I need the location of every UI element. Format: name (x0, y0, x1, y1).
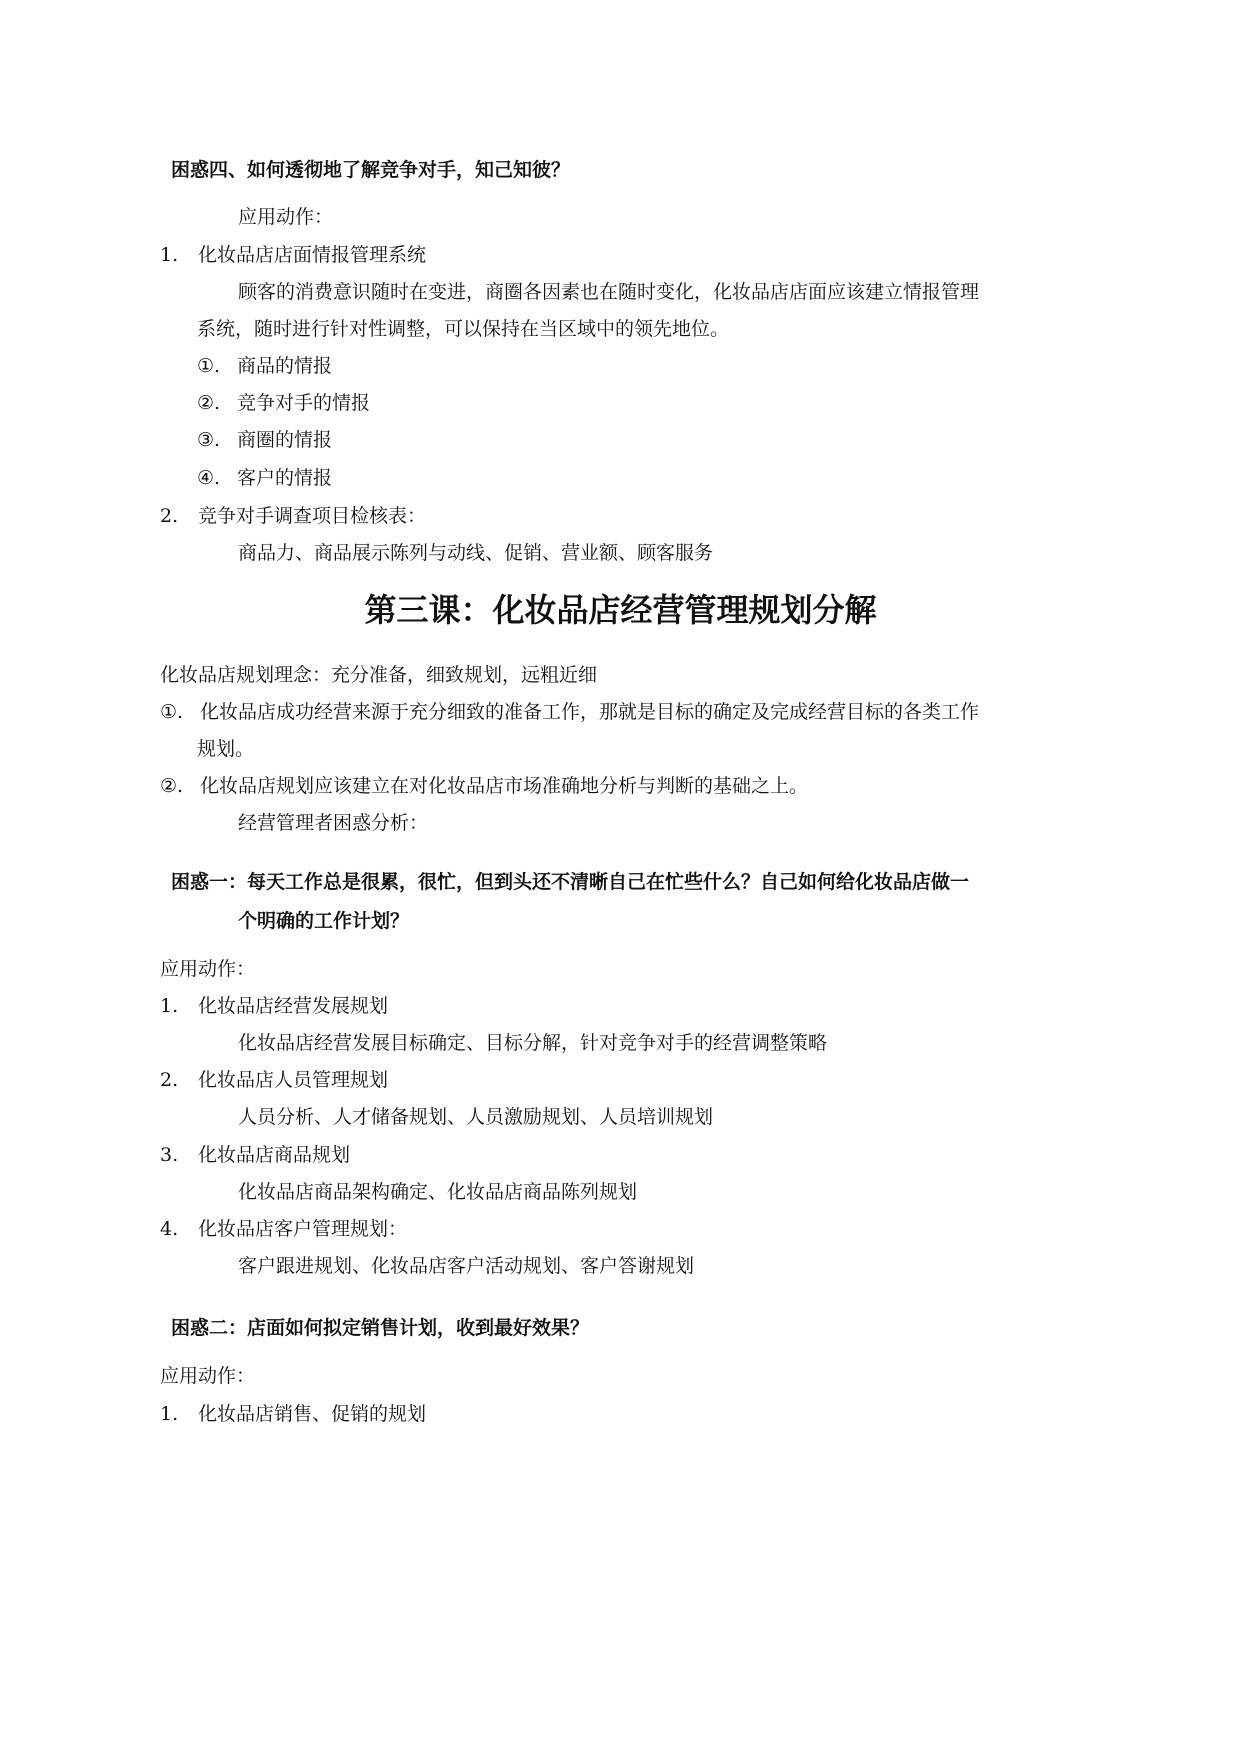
item-title: 化妆品店客户管理规划： (198, 1218, 408, 1240)
point-text: 化妆品店规划应该建立在对化妆品店市场准确地分析与判断的基础之上。 (200, 775, 809, 797)
item-number: 1. (160, 1403, 179, 1425)
item-title: 化妆品店经营发展规划 (198, 995, 389, 1017)
confusion2-heading: 困惑二：店面如何拟定销售计划，收到最好效果？ (171, 1317, 590, 1339)
confusion4-item1-desc-line1: 顾客的消费意识随时在变进，商圈各因素也在随时变化，化妆品店店面应该建立情报管理 (238, 281, 980, 303)
sub-item-number: ④. (197, 467, 221, 489)
confusion1-item1-desc: 化妆品店经营发展目标确定、目标分解，针对竞争对手的经营调整策略 (238, 1032, 828, 1054)
item-title: 竞争对手调查项目检核表： (198, 505, 427, 527)
confusion4-item1 (160, 243, 426, 267)
confusion1-item4-desc: 客户跟进规划、化妆品店客户活动规划、客户答谢规划 (238, 1255, 695, 1277)
confusion1-heading-line1: 困惑一：每天工作总是很累，很忙，但到头还不清晰自己在忙些什么？自己如何给化妆品店做一 (171, 871, 970, 893)
point-text: 化妆品店成功经营来源于充分细致的准备工作，那就是目标的确定及完成经营目标的各类工作 (200, 701, 980, 723)
point-number: ②. (160, 775, 184, 797)
point-number: ①. (160, 701, 184, 723)
sub-item-number: ③. (197, 429, 221, 451)
lesson3-point2 (160, 774, 808, 798)
sub-item-text: 客户的情报 (237, 467, 333, 489)
item-title: 化妆品店人员管理规划 (198, 1069, 389, 1091)
confusion4-sub-item-4 (197, 466, 332, 490)
lesson3-concept: 化妆品店规划理念：充分准备，细致规划，远粗近细 (160, 664, 598, 686)
confusion4-action-label: 应用动作： (238, 206, 334, 228)
item-title: 化妆品店店面情报管理系统 (198, 244, 427, 266)
sub-item-text: 商品的情报 (237, 355, 333, 377)
confusion1-item3 (160, 1143, 350, 1167)
confusion1-item2-desc: 人员分析、人才储备规划、人员激励规划、人员培训规划 (238, 1106, 714, 1128)
confusion1-action-label: 应用动作： (160, 958, 256, 980)
confusion4-item2 (160, 504, 426, 528)
confusion2-item1 (160, 1402, 426, 1426)
sub-item-text: 商圈的情报 (237, 429, 333, 451)
confusion4-heading: 困惑四、如何透彻地了解竞争对手，知己知彼？ (171, 159, 571, 181)
confusion4-sub-item-2 (197, 391, 370, 415)
item-number: 1. (160, 244, 179, 266)
lesson3-point1-line2: 规划。 (197, 738, 255, 760)
confusion1-item3-desc: 化妆品店商品架构确定、化妆品店商品陈列规划 (238, 1181, 638, 1203)
confusion4-item1-desc-line2: 系统，随时进行针对性调整，可以保持在当区域中的领先地位。 (197, 318, 730, 340)
confusion1-item1 (160, 994, 388, 1018)
item-title: 化妆品店销售、促销的规划 (198, 1403, 427, 1425)
item-number: 2. (160, 1069, 179, 1091)
item-title: 化妆品店商品规划 (198, 1144, 351, 1166)
lesson3-title: 第三课：化妆品店经营管理规划分解 (364, 591, 877, 629)
sub-item-text: 竞争对手的情报 (237, 392, 371, 414)
lesson3-point1 (160, 700, 979, 724)
confusion4-sub-item-3 (197, 428, 332, 452)
confusion4-item2-desc: 商品力、商品展示陈列与动线、促销、营业额、顾客服务 (238, 542, 714, 564)
confusion1-item2 (160, 1068, 388, 1092)
item-number: 2. (160, 505, 179, 527)
sub-item-number: ②. (197, 392, 221, 414)
confusion1-heading-line2: 个明确的工作计划？ (238, 910, 410, 932)
confusion2-action-label: 应用动作： (160, 1365, 256, 1387)
confusion1-item4 (160, 1217, 407, 1241)
item-number: 4. (160, 1218, 179, 1240)
sub-item-number: ①. (197, 355, 221, 377)
item-number: 3. (160, 1144, 179, 1166)
item-number: 1. (160, 995, 179, 1017)
lesson3-analysis-label: 经营管理者困惑分析： (238, 812, 429, 834)
confusion4-sub-item-1 (197, 354, 332, 378)
